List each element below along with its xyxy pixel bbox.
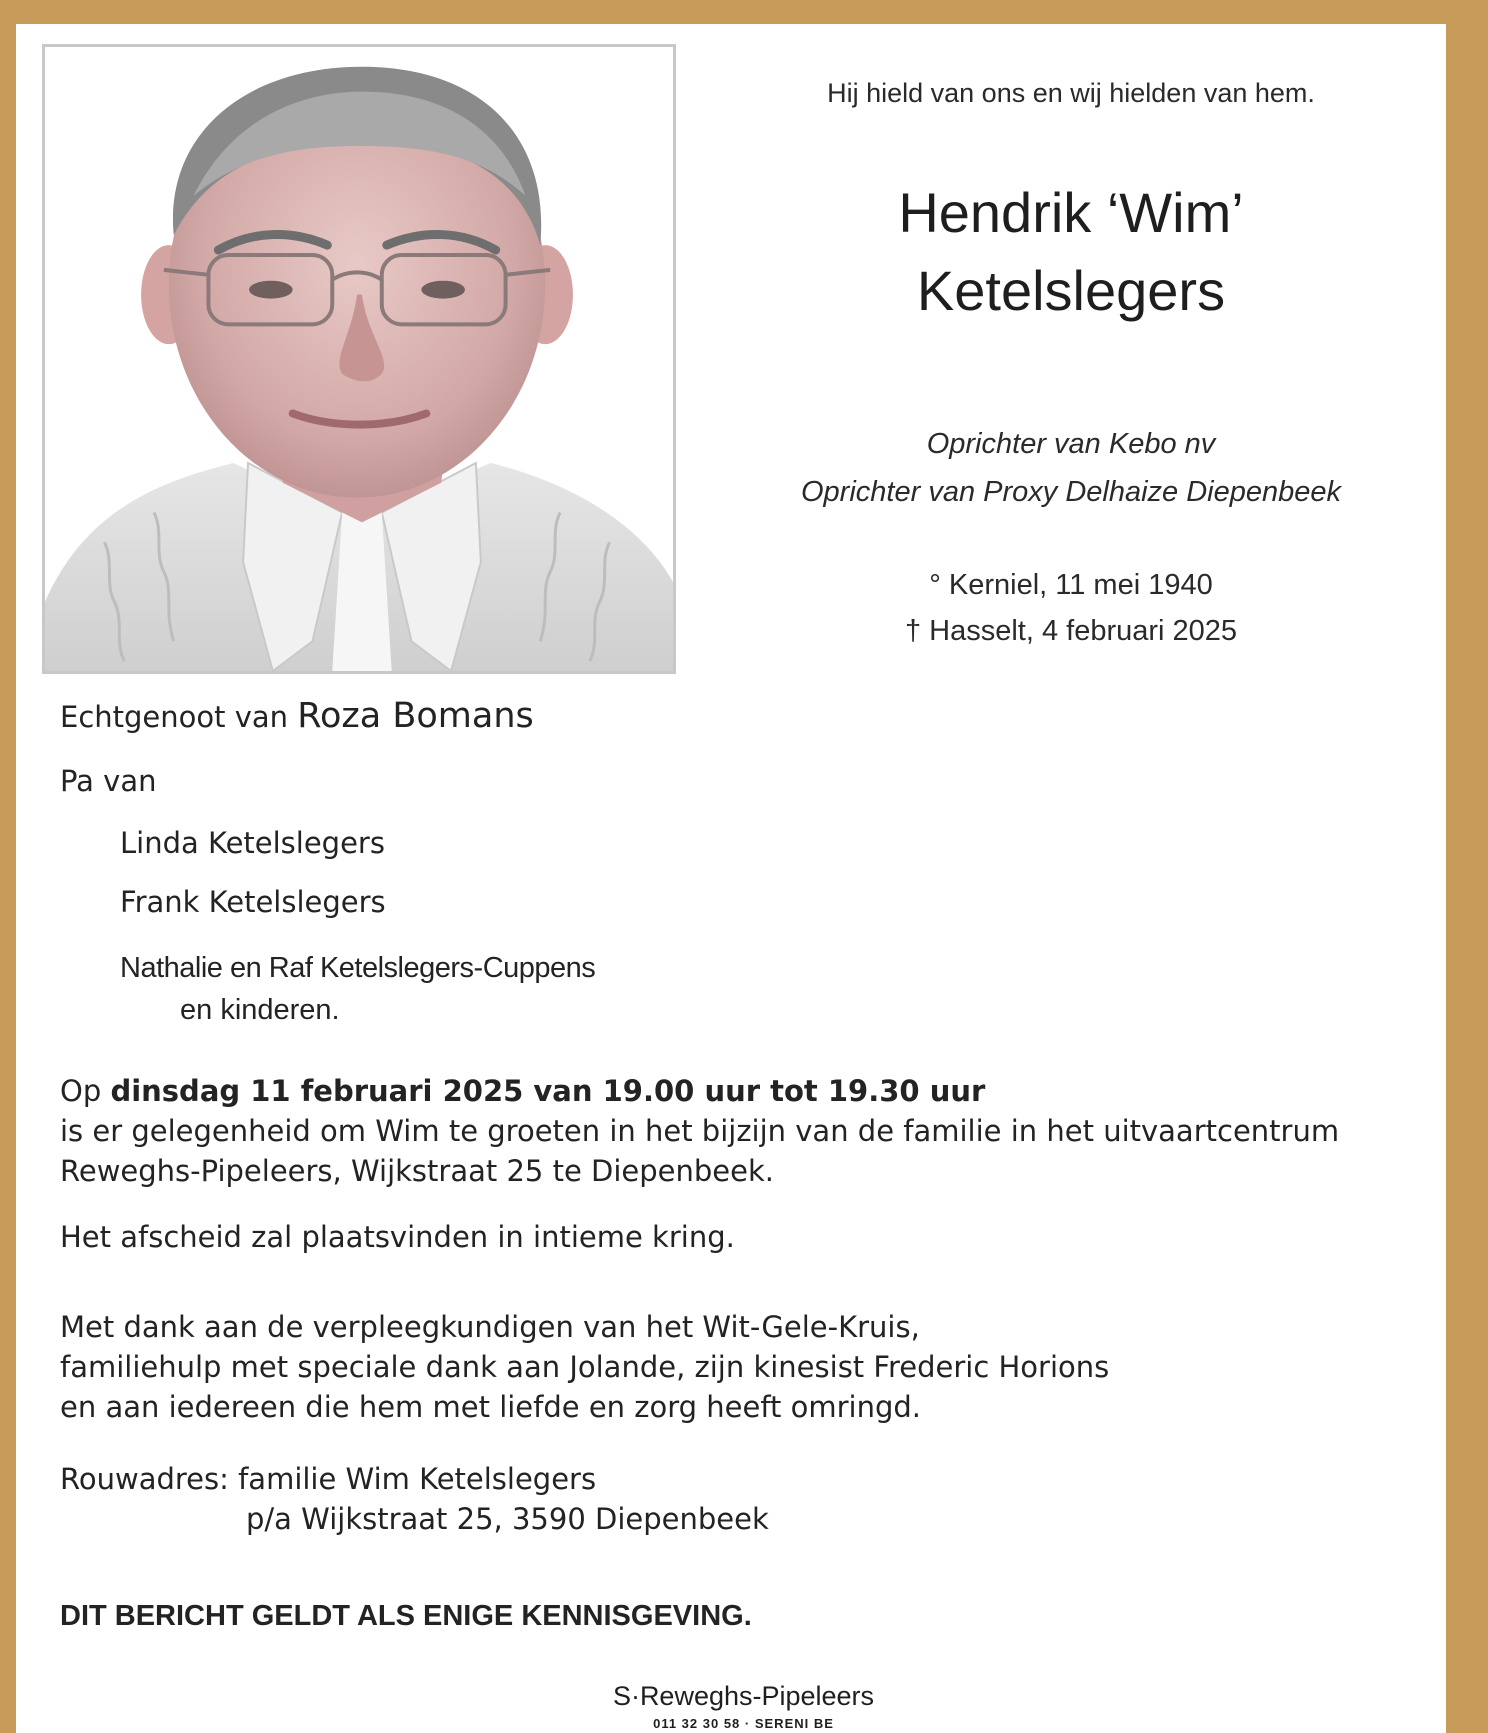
address-line-1: Rouwadres: familie Wim Ketelslegers	[60, 1462, 597, 1496]
name-last-line: Ketelslegers	[916, 259, 1226, 322]
death-date: † Hasselt, 4 februari 2025	[904, 615, 1238, 647]
quote: Hij hield van ons en wij hielden van hem.	[827, 78, 1315, 108]
visit-date-time: dinsdag 11 februari 2025 van 19.00 uur tot 19.30 uur	[110, 1074, 986, 1108]
role-2: Oprichter van Proxy Delhaize Diepenbeek	[801, 476, 1341, 508]
children-label: Pa van	[60, 764, 157, 798]
thanks-line-3: en aan iedereen die hem met liefde en zorg heeft omringd.	[60, 1390, 922, 1424]
life-dates	[736, 562, 1406, 654]
birth-date: ° Kerniel, 11 mei 1940	[929, 569, 1213, 601]
closing-notice: DIT BERICHT GELDT ALS ENIGE KENNISGEVING.	[60, 1600, 752, 1632]
obituary-card	[16, 24, 1446, 1733]
spouse-name: Roza Bomans	[297, 696, 534, 736]
child-2: Frank Ketelslegers	[120, 885, 386, 919]
spouse-prefix: Echtgenoot van	[60, 700, 289, 734]
role-1: Oprichter van Kebo nv	[926, 428, 1216, 460]
visit-line-3: Reweghs-Pipeleers, Wijkstraat 25 te Diepenbeek.	[60, 1154, 774, 1188]
thanks-line-1: Met dank aan de verpleegkundigen van het Wit-Gele-Kruis,	[60, 1310, 920, 1344]
visit-line-2: is er gelegenheid om Wim te groeten in het bijzijn van de familie in het uitvaartcentrum	[60, 1114, 1340, 1148]
funeral-home-contact: 011 32 30 58 · SERENI BE	[653, 1716, 834, 1731]
visit-prefix: Op	[60, 1074, 102, 1108]
child-1: Linda Ketelslegers	[120, 826, 385, 860]
deceased-name	[736, 174, 1406, 330]
child-3: Nathalie en Raf Ketelslegers-Cuppens	[120, 952, 596, 984]
name-first-line: Hendrik ‘Wim’	[898, 181, 1244, 244]
roles	[736, 420, 1406, 516]
portrait-illustration	[45, 47, 673, 671]
portrait-photo	[42, 44, 676, 674]
spouse-line	[60, 696, 534, 736]
farewell-text: Het afscheid zal plaatsvinden in intieme kring.	[60, 1220, 735, 1254]
address-line-2: p/a Wijkstraat 25, 3590 Diepenbeek	[246, 1502, 769, 1536]
visit-line-1	[60, 1074, 985, 1108]
funeral-home-logo: S·Reweghs-Pipeleers	[612, 1681, 875, 1711]
thanks-line-2: familiehulp met speciale dank aan Jolande, zijn kinesist Frederic Horions	[60, 1350, 1110, 1384]
child-3-sub: en kinderen.	[180, 994, 340, 1026]
